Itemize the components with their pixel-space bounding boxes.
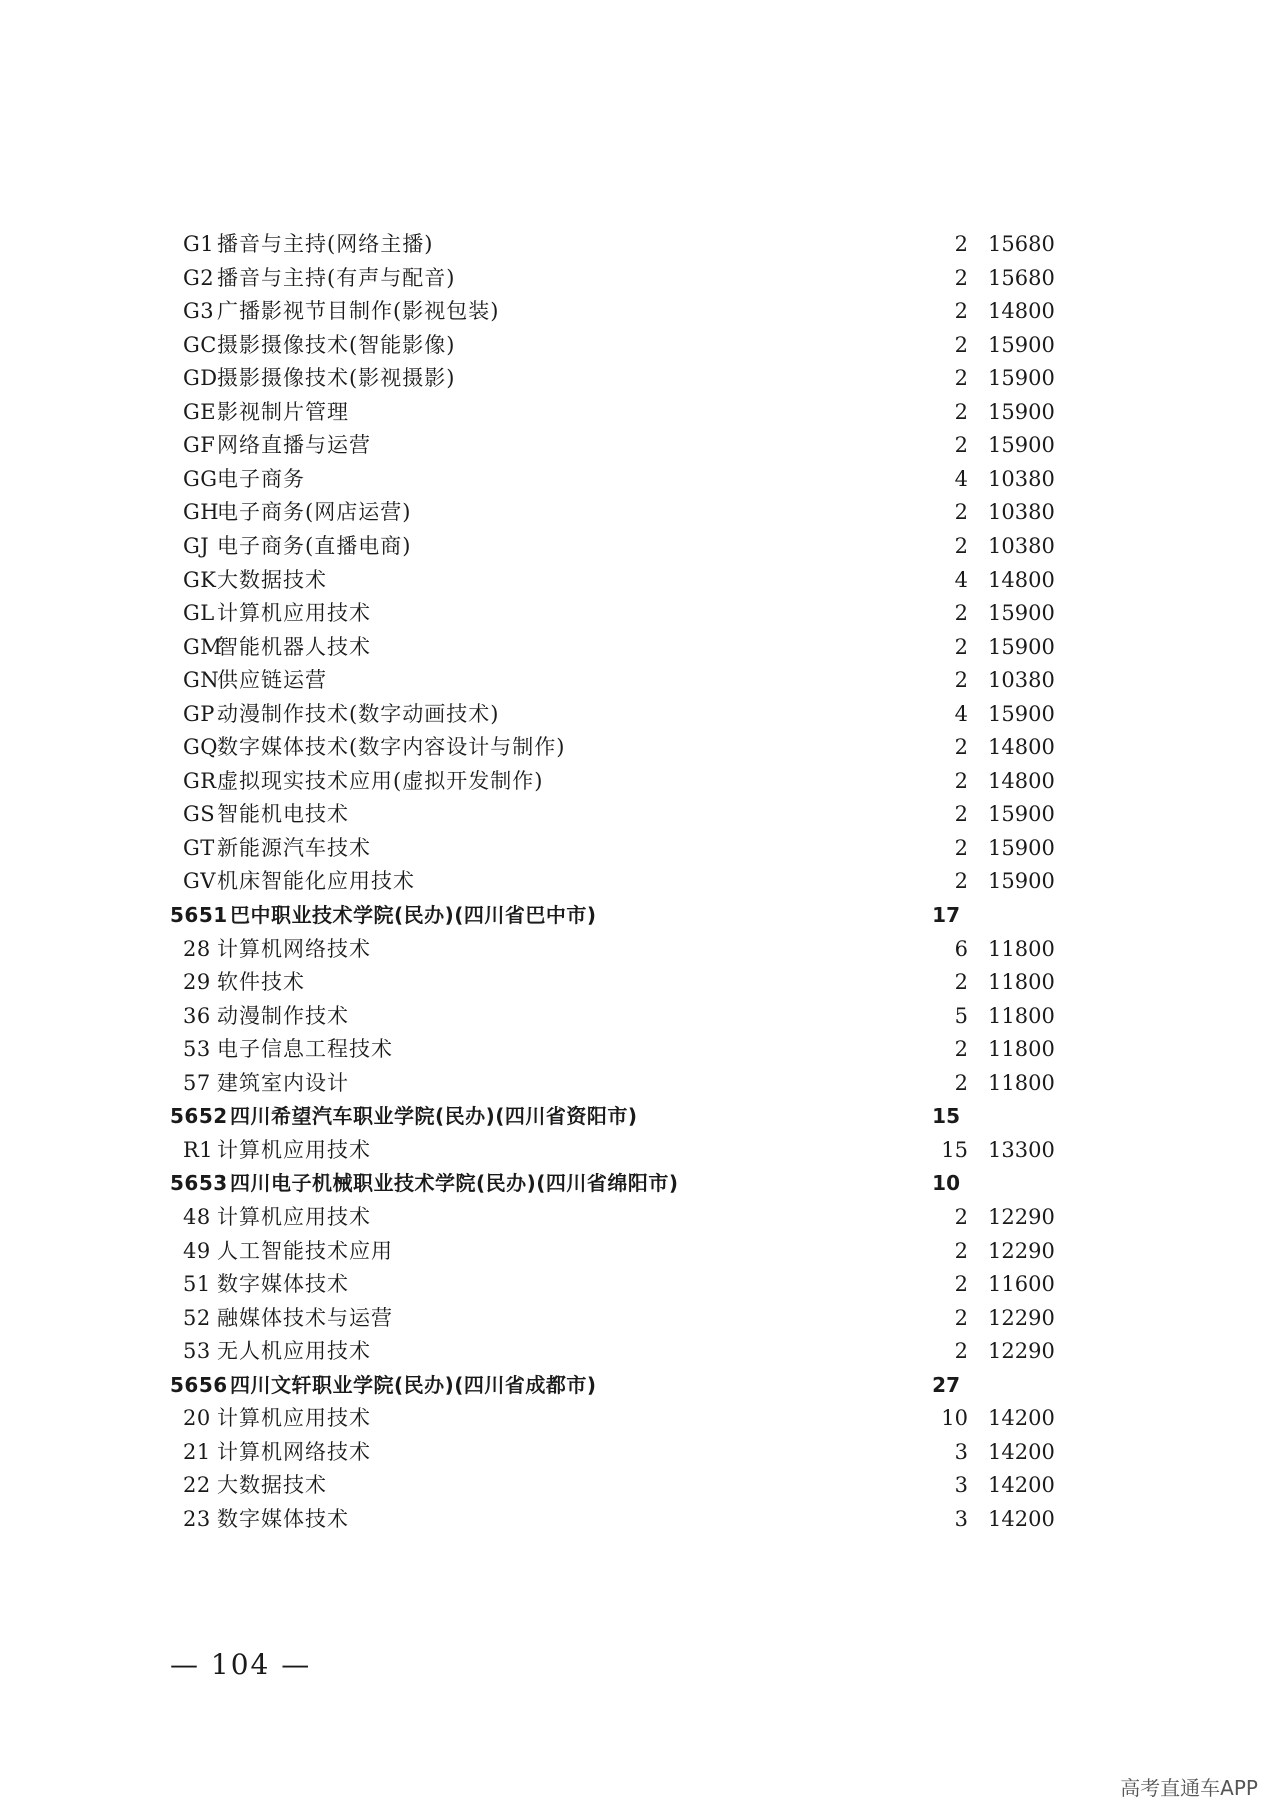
major-name: 计算机应用技术 [217, 1406, 371, 1431]
major-row [0, 563, 1280, 597]
major-row [0, 1435, 1280, 1469]
major-row [0, 1468, 1280, 1502]
school-row [0, 898, 1280, 932]
tuition-fee: 11800 [988, 936, 1055, 961]
major-row [0, 495, 1280, 529]
plan-count: 2 [954, 366, 968, 391]
school-name: 巴中职业技术学院(民办)(四川省巴中市) [230, 903, 597, 927]
plan-count: 4 [954, 701, 968, 726]
school-row [0, 1099, 1280, 1133]
major-name: 播音与主持(网络主播) [217, 232, 434, 256]
tuition-fee: 11800 [988, 970, 1055, 995]
major-row [0, 965, 1280, 999]
major-row [0, 529, 1280, 563]
major-name: 数字媒体技术 [217, 1272, 349, 1297]
major-name: 播音与主持(有声与配音) [217, 265, 456, 290]
plan-count: 2 [954, 265, 968, 290]
tuition-fee: 11800 [988, 1070, 1055, 1095]
tuition-fee: 15900 [988, 433, 1055, 458]
major-row [0, 999, 1280, 1033]
major-code: GS [183, 802, 216, 827]
tuition-fee: 14800 [988, 735, 1055, 760]
plan-count: 2 [954, 1204, 968, 1229]
plan-count: 27 [932, 1372, 960, 1397]
tuition-fee: 15900 [988, 601, 1055, 626]
major-code: GP [183, 701, 215, 726]
school-row [0, 1166, 1280, 1200]
tuition-fee: 14800 [988, 299, 1055, 324]
major-code: 21 [183, 1439, 211, 1464]
major-code: GQ [183, 735, 218, 760]
major-name: 数字媒体技术 [217, 1506, 349, 1531]
tuition-fee: 15680 [988, 232, 1055, 256]
major-row [0, 462, 1280, 496]
major-name: 大数据技术 [217, 567, 327, 592]
major-name: 人工智能技术应用 [217, 1238, 393, 1263]
major-row [0, 730, 1280, 764]
major-row [0, 1502, 1280, 1536]
major-name: 电子商务(网店运营) [217, 500, 412, 525]
tuition-fee: 10380 [988, 466, 1055, 491]
major-code: 28 [183, 936, 211, 961]
major-name: 机床智能化应用技术 [217, 869, 415, 894]
tuition-fee: 15900 [988, 701, 1055, 726]
plan-count: 2 [954, 1037, 968, 1062]
plan-count: 2 [954, 1238, 968, 1263]
page-number: — 104 — [170, 1648, 312, 1681]
school-name: 四川电子机械职业技术学院(民办)(四川省绵阳市) [230, 1171, 679, 1196]
tuition-fee: 12290 [988, 1339, 1055, 1364]
school-row [0, 1368, 1280, 1402]
tuition-fee: 10380 [988, 533, 1055, 558]
plan-count: 2 [954, 1339, 968, 1364]
plan-count: 2 [954, 332, 968, 357]
tuition-fee: 11600 [988, 1272, 1055, 1297]
plan-count: 2 [954, 433, 968, 458]
watermark: 高考直通车APP [1120, 1776, 1258, 1800]
major-code: GN [183, 668, 220, 693]
tuition-fee: 11800 [988, 1037, 1055, 1062]
major-name: 大数据技术 [217, 1473, 327, 1498]
major-row [0, 630, 1280, 664]
tuition-fee: 14800 [988, 567, 1055, 592]
major-code: G3 [183, 299, 215, 324]
plan-count: 2 [954, 1305, 968, 1330]
tuition-fee: 14200 [988, 1439, 1055, 1464]
tuition-fee: 12290 [988, 1238, 1055, 1263]
major-row [0, 596, 1280, 630]
plan-count: 10 [932, 1171, 960, 1196]
major-code: 22 [183, 1473, 211, 1498]
major-row [0, 1032, 1280, 1066]
plan-count: 6 [954, 936, 968, 961]
major-code: GK [183, 567, 217, 592]
major-row [0, 261, 1280, 295]
major-row [0, 428, 1280, 462]
plan-count: 3 [954, 1473, 968, 1498]
major-code: G1 [183, 232, 215, 256]
major-code: GC [183, 332, 217, 357]
major-row [0, 395, 1280, 429]
major-code: 49 [183, 1238, 211, 1263]
major-code: GD [183, 366, 218, 391]
tuition-fee: 15680 [988, 265, 1055, 290]
plan-count: 15 [932, 1104, 960, 1129]
school-name: 四川文轩职业学院(民办)(四川省成都市) [230, 1372, 597, 1397]
major-row [0, 864, 1280, 898]
major-code: GG [183, 466, 218, 491]
tuition-fee: 15900 [988, 802, 1055, 827]
major-name: 摄影摄像技术(影视摄影) [217, 366, 456, 391]
plan-count: 2 [954, 1272, 968, 1297]
major-code: 23 [183, 1506, 211, 1531]
major-code: R1 [183, 1137, 214, 1162]
tuition-fee: 15900 [988, 332, 1055, 357]
tuition-fee: 14200 [988, 1506, 1055, 1531]
major-code: 53 [183, 1339, 211, 1364]
major-name: 计算机应用技术 [217, 601, 371, 626]
plan-count: 2 [954, 768, 968, 793]
school-code: 5656 [170, 1372, 228, 1397]
major-code: GF [183, 433, 216, 458]
major-row [0, 797, 1280, 831]
major-name: 虚拟现实技术应用(虚拟开发制作) [217, 768, 544, 793]
plan-count: 2 [954, 1070, 968, 1095]
major-name: 电子商务 [217, 466, 305, 491]
plan-count: 2 [954, 399, 968, 424]
major-code: GM [183, 634, 223, 659]
major-row [0, 932, 1280, 966]
major-name: 电子信息工程技术 [217, 1037, 393, 1062]
plan-count: 2 [954, 634, 968, 659]
school-code: 5653 [170, 1171, 228, 1196]
major-name: 电子商务(直播电商) [217, 533, 412, 558]
major-row [0, 1267, 1280, 1301]
plan-count: 2 [954, 299, 968, 324]
major-name: 动漫制作技术(数字动画技术) [217, 701, 500, 726]
plan-count: 4 [954, 466, 968, 491]
major-row [0, 294, 1280, 328]
tuition-fee: 14200 [988, 1473, 1055, 1498]
major-code: 51 [183, 1272, 211, 1297]
major-name: 建筑室内设计 [217, 1070, 349, 1095]
plan-count: 2 [954, 835, 968, 860]
major-row [0, 1334, 1280, 1368]
tuition-fee: 15900 [988, 835, 1055, 860]
major-name: 无人机应用技术 [217, 1339, 371, 1364]
major-name: 新能源汽车技术 [217, 835, 371, 860]
plan-count: 4 [954, 567, 968, 592]
major-name: 智能机器人技术 [217, 634, 371, 659]
major-name: 动漫制作技术 [217, 1003, 349, 1028]
plan-count: 2 [954, 668, 968, 693]
major-row [0, 1401, 1280, 1435]
major-row [0, 831, 1280, 865]
major-name: 融媒体技术与运营 [217, 1305, 393, 1330]
major-code: GV [183, 869, 216, 894]
major-row [0, 1066, 1280, 1100]
plan-count: 2 [954, 232, 968, 256]
major-code: 29 [183, 970, 211, 995]
major-row [0, 697, 1280, 731]
plan-count: 5 [954, 1003, 968, 1028]
tuition-fee: 13300 [988, 1137, 1055, 1162]
major-name: 影视制片管理 [217, 399, 349, 424]
plan-count: 2 [954, 802, 968, 827]
tuition-fee: 10380 [988, 500, 1055, 525]
plan-count: 3 [954, 1506, 968, 1531]
tuition-fee: 15900 [988, 366, 1055, 391]
plan-count: 2 [954, 533, 968, 558]
major-code: 53 [183, 1037, 211, 1062]
major-row [0, 764, 1280, 798]
major-code: GL [183, 601, 215, 626]
major-code: GR [183, 768, 217, 793]
major-name: 计算机网络技术 [217, 1439, 371, 1464]
plan-count: 2 [954, 500, 968, 525]
major-row [0, 227, 1280, 261]
plan-count: 2 [954, 869, 968, 894]
major-name: 数字媒体技术(数字内容设计与制作) [217, 735, 566, 760]
school-code: 5652 [170, 1104, 228, 1129]
plan-count: 2 [954, 735, 968, 760]
major-name: 摄影摄像技术(智能影像) [217, 332, 456, 357]
major-code: GH [183, 500, 220, 525]
major-code: 52 [183, 1305, 211, 1330]
major-name: 供应链运营 [217, 668, 327, 693]
major-row [0, 663, 1280, 697]
plan-count: 3 [954, 1439, 968, 1464]
major-name: 计算机网络技术 [217, 936, 371, 961]
tuition-fee: 12290 [988, 1305, 1055, 1330]
major-row [0, 1234, 1280, 1268]
tuition-fee: 15900 [988, 869, 1055, 894]
major-name: 计算机应用技术 [217, 1204, 371, 1229]
tuition-fee: 15900 [988, 399, 1055, 424]
plan-count: 2 [954, 601, 968, 626]
tuition-fee: 10380 [988, 668, 1055, 693]
major-code: GT [183, 835, 215, 860]
major-row [0, 1200, 1280, 1234]
major-row [0, 1301, 1280, 1335]
major-name: 广播影视节目制作(影视包装) [217, 299, 500, 324]
tuition-fee: 12290 [988, 1204, 1055, 1229]
major-name: 软件技术 [217, 970, 305, 995]
school-name: 四川希望汽车职业学院(民办)(四川省资阳市) [230, 1104, 638, 1129]
plan-count: 15 [941, 1137, 968, 1162]
plan-count: 10 [941, 1406, 968, 1431]
major-row [0, 361, 1280, 395]
major-name: 智能机电技术 [217, 802, 349, 827]
major-name: 网络直播与运营 [217, 433, 371, 458]
tuition-fee: 14200 [988, 1406, 1055, 1431]
plan-count: 17 [932, 903, 960, 927]
major-name: 计算机应用技术 [217, 1137, 371, 1162]
tuition-fee: 15900 [988, 634, 1055, 659]
tuition-fee: 14800 [988, 768, 1055, 793]
major-code: G2 [183, 265, 215, 290]
major-code: GJ [183, 533, 210, 558]
tuition-fee: 11800 [988, 1003, 1055, 1028]
plan-count: 2 [954, 970, 968, 995]
major-code: 20 [183, 1406, 211, 1431]
major-code: 36 [183, 1003, 211, 1028]
major-row [0, 328, 1280, 362]
major-code: 57 [183, 1070, 211, 1095]
school-code: 5651 [170, 903, 228, 927]
major-code: 48 [183, 1204, 211, 1229]
major-code: GE [183, 399, 217, 424]
major-row [0, 1133, 1280, 1167]
